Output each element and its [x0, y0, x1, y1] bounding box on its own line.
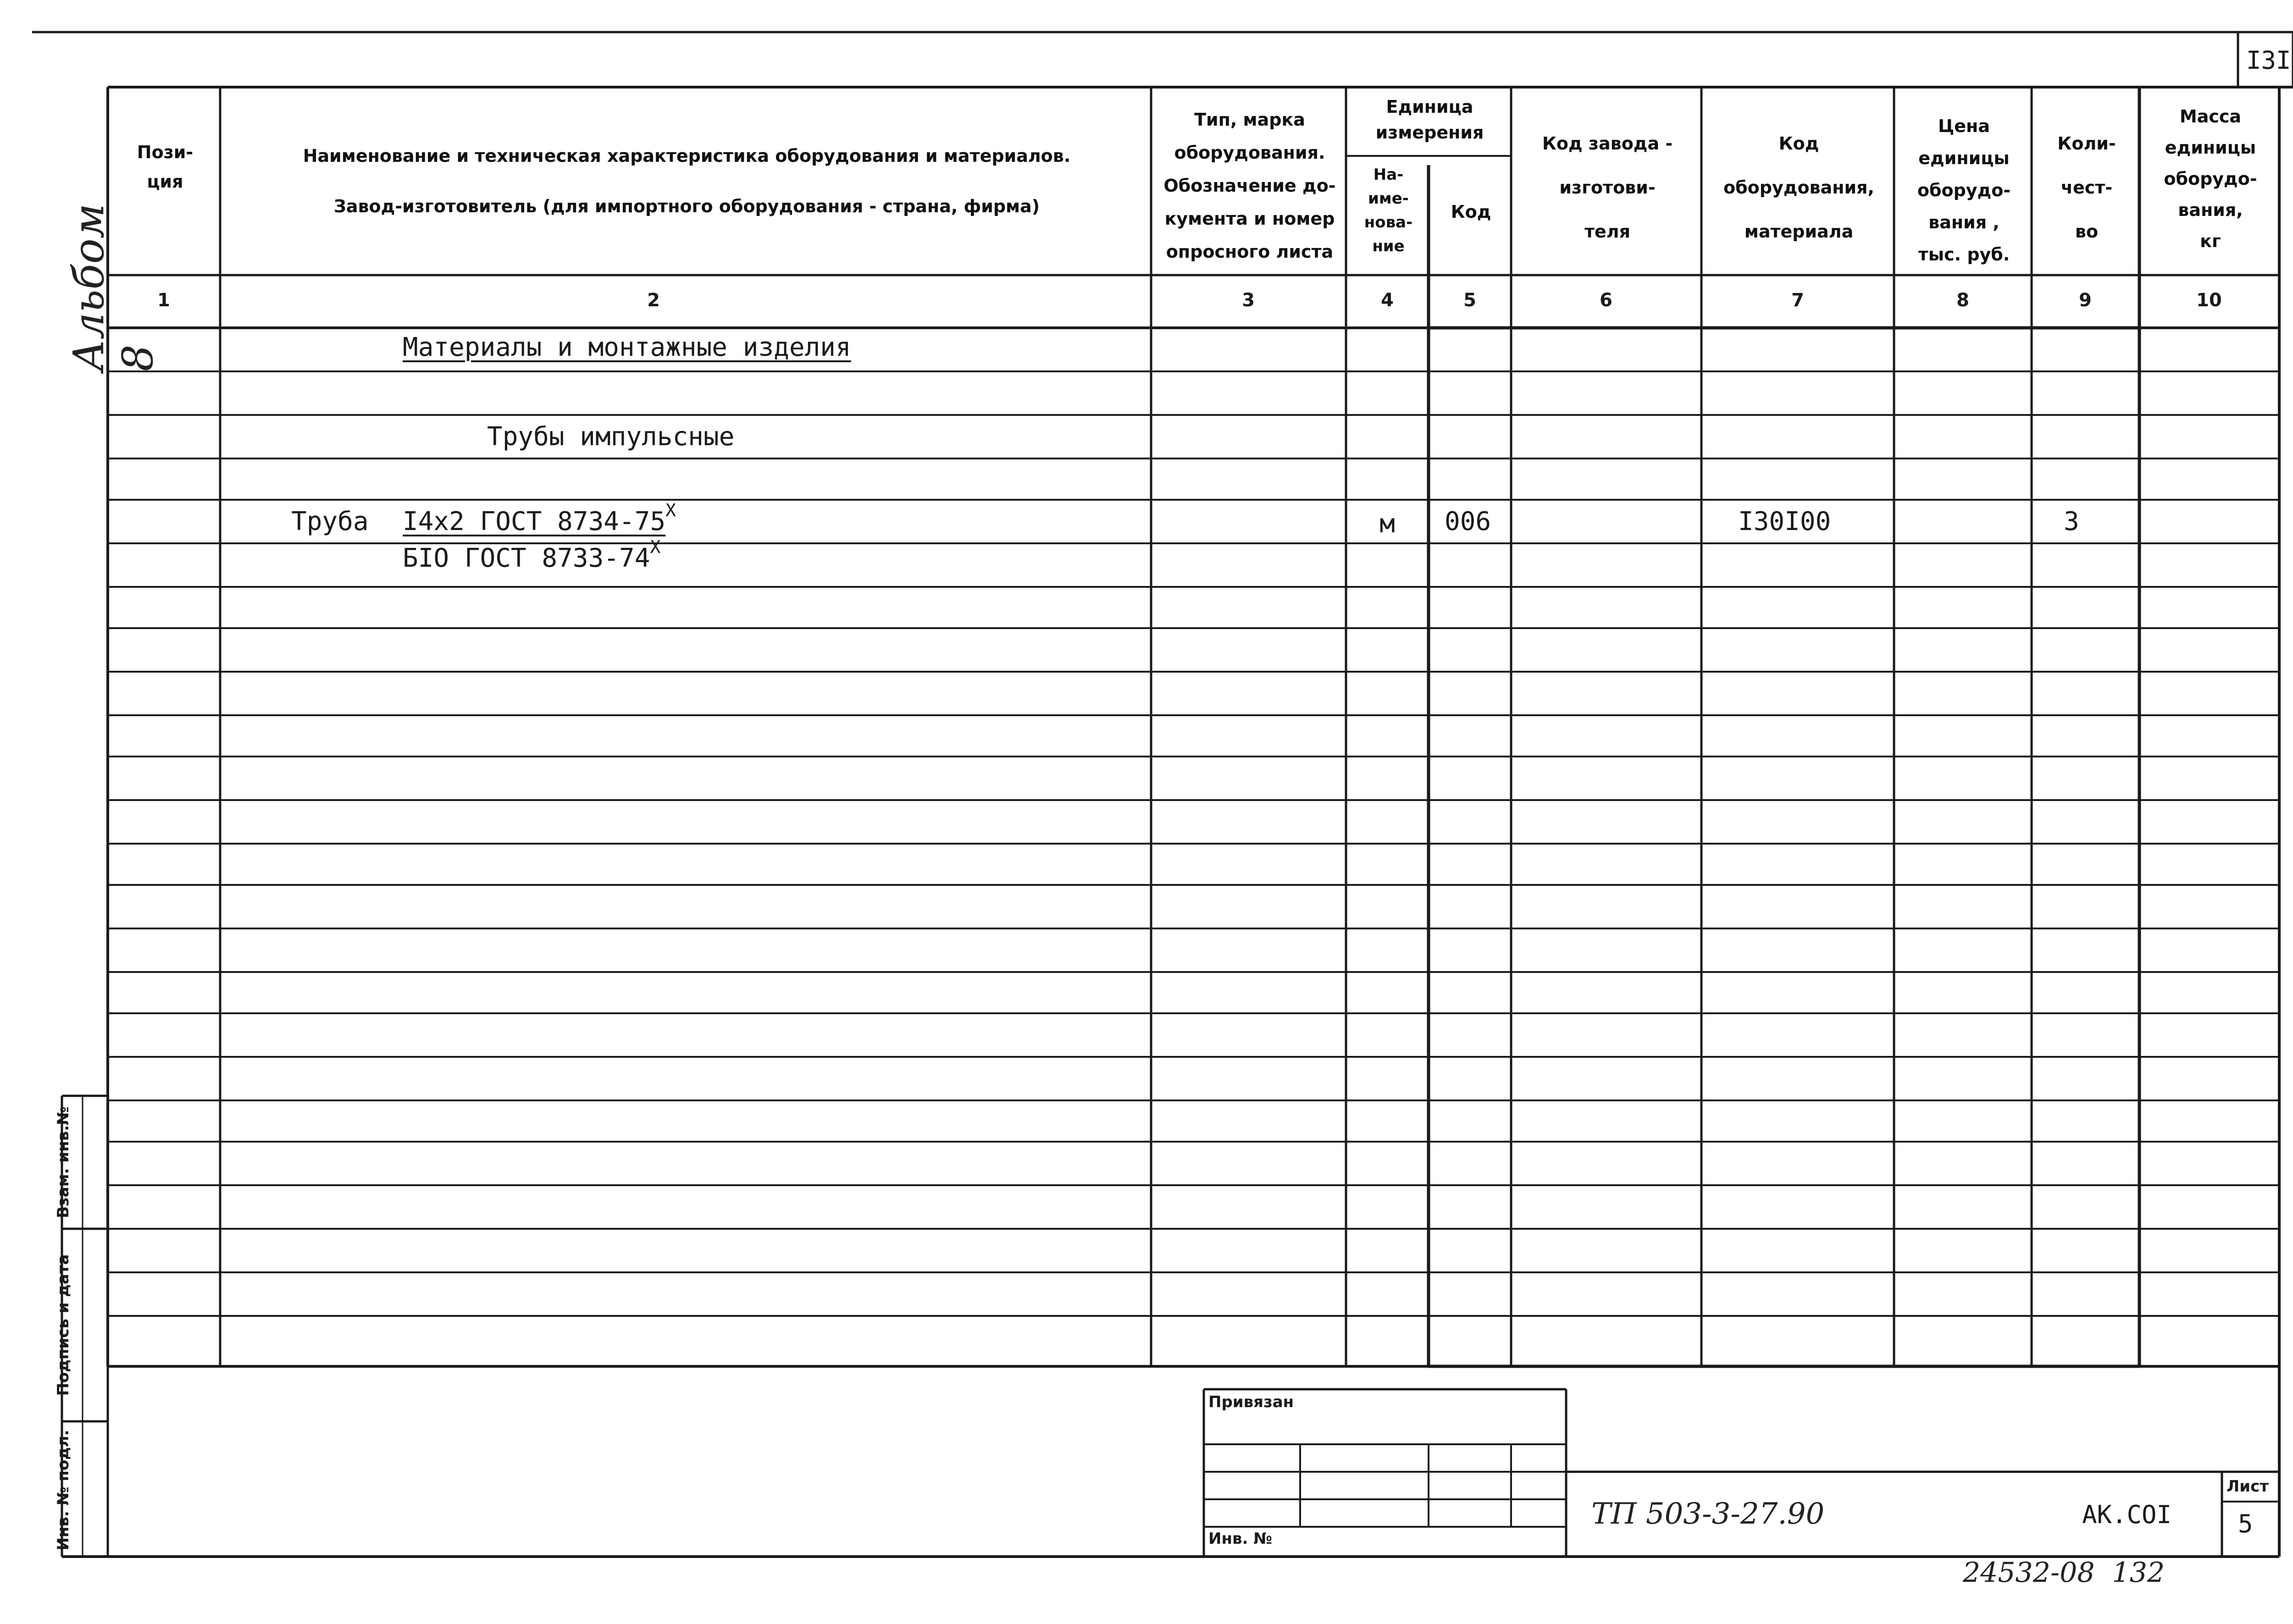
side-stamp-inventory: Инв. № подл. [54, 1430, 72, 1551]
item-unit-code: 006 [1445, 507, 1491, 536]
sheet-number: 5 [2238, 1509, 2253, 1538]
bound-label: Привязан [1208, 1393, 1294, 1411]
column-number-10: 10 [2196, 290, 2222, 311]
section-title: Материалы и монтажные изделия [403, 332, 851, 362]
side-stamp-replacement: Взам. инв.№ [54, 1106, 72, 1218]
column-number-3: 3 [1242, 290, 1255, 311]
header-position: Пози- ция [137, 142, 194, 192]
column-number-2: 2 [647, 290, 660, 311]
header-name: Наименование и техническая характеристика оборудования и материалов. Завод-изготовитель (для импортного оборудования - страна, фирма) [303, 146, 1071, 216]
header-price: Цена единицы оборудо- вания , тыс. руб. [1917, 116, 2011, 265]
item-line-1: I4x2 ГОСТ $8734-75^X$ [403, 500, 676, 536]
column-number-6: 6 [1600, 290, 1612, 311]
header-factory-code: Код завода - изготови- теля [1542, 133, 1673, 242]
header-material-code: Код оборудования, материала [1723, 133, 1874, 242]
header-unit-group: Единица измерения [1375, 97, 1484, 143]
page-number: I3I [2246, 46, 2291, 75]
header-quantity: Коли- чест- во [2057, 133, 2116, 242]
column-number-8: 8 [1956, 290, 1969, 311]
header-type: Тип, марка оборудования. Обозначение до- кумента и номер опросного листа [1163, 110, 1336, 262]
column-number-4: 4 [1381, 290, 1394, 311]
item-line-2: БIO ГОСТ $8733-74^X$ [403, 537, 661, 573]
header-unit-code: Код [1451, 202, 1491, 222]
doc-code: АК.COI [2082, 1500, 2172, 1529]
header-unit-name: На- име- нова- ние [1364, 166, 1413, 255]
side-stamp-signature: Подпись и дата [54, 1254, 72, 1396]
subsection-title: Трубы импульсные [487, 422, 735, 452]
footer-handwritten: 24532-08 132 [1963, 1557, 2165, 1589]
column-number-7: 7 [1791, 290, 1804, 311]
item-quantity: 3 [2064, 507, 2079, 536]
sheet-label: Лист [2227, 1477, 2269, 1496]
header-mass: Масса единицы оборудо- вания, кг [2164, 106, 2257, 251]
item-material-code: I30I00 [1738, 507, 1831, 536]
column-number-1: 1 [157, 290, 170, 311]
column-number-9: 9 [2079, 290, 2092, 311]
doc-number: ТП 503-3-27.90 [1591, 1497, 1825, 1531]
column-number-5: 5 [1463, 290, 1476, 311]
item-name-prefix: Труба [291, 507, 369, 536]
item-unit-name: м [1379, 509, 1395, 539]
inventory-label: Инв. № [1208, 1530, 1273, 1548]
margin-note: Альбом 8 [64, 203, 162, 371]
